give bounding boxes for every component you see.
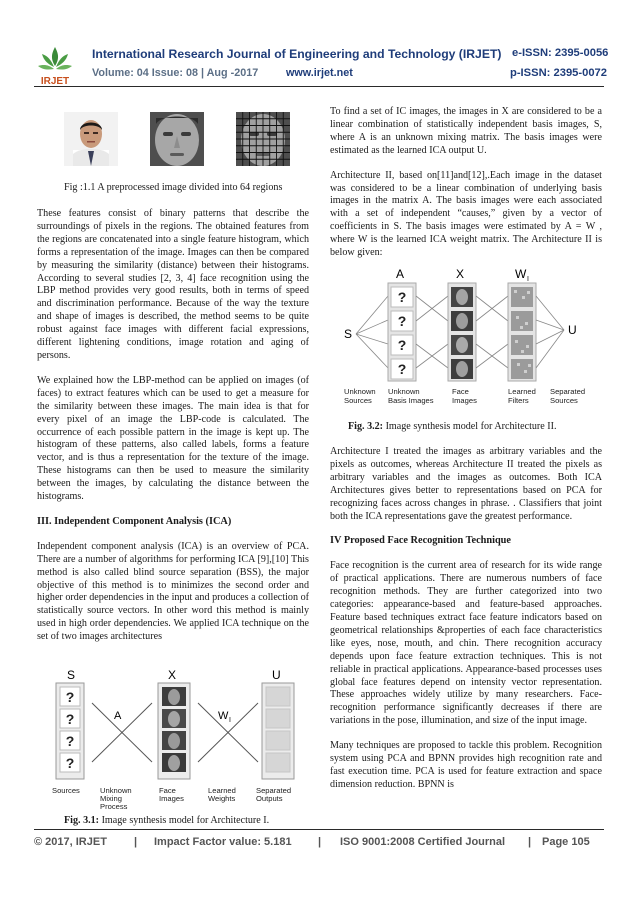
label-separated: Separated [256,786,292,795]
section-heading-face-recognition: IV Proposed Face Recognition Technique [330,535,511,547]
figure-3-1-diagram [48,668,308,810]
label-sources: Sources [52,786,80,795]
paragraph-lbp-features: These features consist of binary patterns that describe the surroundings of pixels in the regions. The obtained features from the regions are concatenated into a single feature histogram, which forms a representation of the image. Images can then be compared by measuring the similarity (distance) between their histograms. According to several studies [2, 3, 4] face recognition using the LBP method provides very good results, both in terms of speed and discrimination performance. Because of the way the texture and shape of images is described, the method seems to be quite robust against face images with different facial expressions, different lightening conditions, image rotation and aging of persons. [37,208,309,361]
figure-3-1-caption: Fig. 3.1: Image synthesis model for Architecture I. [64,815,270,826]
label-s: S [67,668,76,682]
journal-website-link[interactable]: www.irjet.net [286,67,353,79]
label-sources: Sources [344,396,372,405]
paragraph-lbp-method: We explained how the LBP-method can be applied on images (of faces) to extract features which can be used to get a measure for the similarity between these images. The main idea is that for every pixel of an image the LBP-code is calculated. The occurrence of each possible pattern in the image is kept up. The histogram of these patterns, also called labels, forms a feature vector, and is thus a representation for the texture of the image. These histograms can then be used to measure the similarity between the images, by calculating the distance between the histograms. [37,374,309,503]
label-learned: Learned [208,786,236,795]
logo-text: IRJET [40,76,70,87]
unknown-basis-3: ? [397,337,407,353]
label-basis-images: Basis Images [388,396,434,405]
section-heading-ica: III. Independent Component Analysis (ICA) [37,515,232,527]
paragraph-many-techniques: Many techniques are proposed to tackle this problem. Recognition system using PCA and BPNN provides high recognition rate and fast execution time. PCA is used for feature extraction and space dimension reduction. BPNN is [330,740,602,790]
header-divider [34,86,604,87]
label-a: A [114,710,122,722]
right-column-bottom [330,446,602,804]
figure-3-2-caption: Fig. 3.2: Image synthesis model for Architecture II. [348,421,557,432]
label-learned: Learned [508,387,536,396]
unknown-source-2: ? [65,711,75,727]
label-filters: Filters [508,396,529,405]
paragraph-ic-images: To find a set of IC images, the images in X are considered to be a linear combination of statistically independent basis images, S, where A is an unknown mixing matrix. The basis images were estimated as the learned ICA output U. [330,106,602,156]
footer-separator: | [318,836,322,848]
label-x: X [168,668,177,682]
figure-1-1-caption: Fig :1.1 A preprocessed image divided into 64 regions [64,182,283,193]
label-process: Process [100,802,128,810]
label-u: U [568,323,577,337]
label-outputs: Outputs [256,794,283,803]
label-u: U [272,668,281,682]
label-w-subscript: I [527,276,529,283]
unknown-basis-2: ? [397,313,407,329]
label-w: W [515,267,527,281]
right-column-top [330,106,602,272]
paragraph-architecture-comparison: Architecture I treated the images as arbitrary variables and the pixels as outcomes, whereas Architecture II treated the pixels as arbitrary variables and the images as outcomes. Both ICA Architectures gives better to representations based on PCA for recognizing faces across changes in phrase. . Classifiers that joint both the ICA representations gave the greatest performance. [330,446,602,522]
unknown-source-3: ? [65,733,75,749]
face-photo-grid-64-regions [236,112,290,166]
unknown-basis-4: ? [397,361,407,377]
label-images: Images [452,396,477,405]
footer-separator: | [528,836,532,848]
label-separated-sources: Sources [550,396,578,405]
unknown-basis-1: ? [397,289,407,305]
figure-3-2-diagram [336,266,604,408]
footer-separator: | [134,836,138,848]
paragraph-architecture-ii: Architecture II, based on[11]and[12],.Each image in the dataset was considered to be a linear combination of underlying basis images in the matrix A. The basis images were each associated with a set of independent “causes,” given by a vector of coefficients in S. The basis images were estimated by A = W , where W is the learned ICA weight matrix. The Architecture II is below given: [330,169,602,259]
label-mixing: Mixing [100,794,122,803]
label-x: X [456,267,465,281]
label-unknown-sources: Unknown [344,387,376,396]
label-w-subscript: I [229,717,231,724]
footer-page-number: Page 105 [542,836,590,848]
left-column [37,208,309,656]
footer-impact-factor: Impact Factor value: 5.181 [154,836,292,848]
paragraph-ica-intro: Independent component analysis (ICA) is an overview of PCA. There are a number of algorithms for performing ICA [9],[10] This method is also called blind source separation (BSS), the major objective of this method is to minimizes the second order and higher order dependencies in the input and produces a collection of statistically source vectors. In other word this method is mainly used in high order dependencies. We applied ICA technique on the set of two images architectures [37,540,309,643]
label-s: S [344,327,353,341]
irjet-logo [34,44,76,88]
face-photo-original [64,112,118,166]
footer-copyright: © 2017, IRJET [34,836,107,848]
unknown-source-1: ? [65,689,75,705]
label-w: W [218,710,229,722]
footer-iso: ISO 9001:2008 Certified Journal [340,836,506,848]
label-images: Images [159,794,184,803]
label-separated: Separated [550,387,586,396]
journal-title: International Research Journal of Engineering and Technology (IRJET) [92,47,502,61]
label-a: A [396,267,405,281]
label-unknown: Unknown [100,786,132,795]
label-face: Face [159,786,176,795]
unknown-source-4: ? [65,755,75,771]
volume-issue: Volume: 04 Issue: 08 | Aug -2017 [92,67,259,79]
label-unknown-basis: Unknown [388,387,420,396]
footer-divider [34,829,604,830]
paragraph-face-recognition: Face recognition is the current area of research for its wide range of practical applications. There are numerous numbers of face recognition methods. They are further categorized into two categories: appearance-based and feature-based approaches. Feature based techniques extract face feature indicators based on geometrical relationships &properties of each face characteristics like eyes, nose, mouth, and chin. There recognition accuracy depends upon face feature extraction techniques. This is not reliable in practical applications. Appearance-based processes uses global face features depend on intensity vector representation. These approaches widely utilize by many researchers. Face-recognition performance significantly decreases if there are variations in the pose, illumination, and size of the input image. [330,560,602,727]
p-issn: p-ISSN: 2395-0072 [510,67,608,79]
e-issn: e-ISSN: 2395-0056 [512,47,609,59]
label-weights: Weights [208,794,236,803]
face-photo-cropped [150,112,204,166]
label-face: Face [452,387,469,396]
